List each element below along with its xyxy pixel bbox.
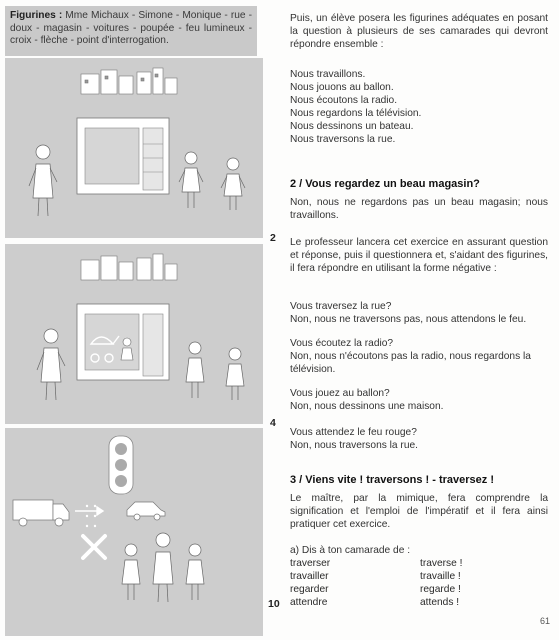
cross-icon [83,536,105,558]
imperative: traverse ! [420,558,463,569]
list-item: Nous dessinons un bateau. [290,121,414,132]
page-number: 61 [540,616,551,626]
list-item: Nous écoutons la radio. [290,95,398,106]
qa-block [290,387,548,413]
margin-number-4: 4 [270,417,276,429]
qa-block [290,426,548,452]
margin-number-2: 2 [270,232,276,244]
truck-icon [13,500,69,526]
qa-block [290,337,548,376]
crosswalk-dots-icon [86,505,96,527]
list-item: Nous regardons la télévision. [290,108,422,119]
section-2-answer: Non, nous ne regardons pas un beau magasin; nous travaillons. [290,197,548,221]
infinitive: regarder [290,584,329,595]
houses-icon [81,254,177,280]
figurines-box [5,6,257,56]
doll-icon [121,338,133,360]
houses-icon [81,68,177,94]
section-2-instructions: Le professeur lancera cet exercice en assurant question et réponse, puis il questionnera et, s'aidant des figurines, il fera répondre en utilisant la forme négative : [290,237,548,274]
qa-answer: Non, nous n'écoutons pas la radio, nous regardons la télévision. [290,351,531,375]
illustration-panel-shop [5,58,263,238]
street-scene-illustration [5,428,263,636]
illustration-panel-toyshop [5,244,263,424]
infinitive: travailler [290,571,329,582]
woman-figure-icon [37,329,65,400]
qa-question: Vous écoutez la radio? [290,338,394,349]
list-item: Nous jouons au ballon. [290,82,394,93]
woman-figure-icon [29,145,57,216]
imperative: attends ! [420,597,460,608]
arrow-icon [75,507,103,515]
girl-figure-icon [122,544,140,600]
section-3-title: 3 / Viens vite ! traversons ! - traversez ! [290,474,494,486]
qa-question: Vous jouez au ballon? [290,388,390,399]
section-3-sub: a) Dis à ton camarade de : [290,545,411,556]
girl-figure-icon [226,348,244,400]
car-icon [127,502,165,520]
shop-scene-illustration [5,58,263,238]
intro-paragraph: Puis, un élève posera les figurines adéquates en posant la question à plusieurs de ses camarades qui devront répondre ensemble : [290,13,548,50]
answer-list-1 [290,68,548,146]
woman-figure-icon [153,533,173,602]
list-item: Nous travaillons. [290,69,366,80]
illustration-panel-street [5,428,263,636]
section-3-instructions: Le maître, par la mimique, fera comprendre la signification et l'emploi de l'impératif et il fera ainsi pratiquer cet exercice. [290,493,548,530]
toyshop-scene-illustration [5,244,263,424]
girl-figure-icon [179,152,203,208]
list-item: Nous traversons la rue. [290,134,396,145]
qa-answer: Non, nous ne traversons pas, nous attendons le feu. [290,314,527,325]
qa-answer: Non, nous dessinons une maison. [290,401,444,412]
qa-block [290,300,548,326]
girl-figure-icon [186,342,204,398]
imperative: travaille ! [420,571,461,582]
girl-figure-icon [186,544,204,600]
infinitive: traverser [290,558,331,569]
girl-figure-icon [221,158,245,210]
infinitive: attendre [290,597,328,608]
figurines-text: Mme Michaux - Simone - Monique - rue - doux - magasin - voitures - poupée - feu lumineux - croix - flèche - point d'interrogation. [10,10,252,46]
imperative: regarde ! [420,584,461,595]
margin-number-10: 10 [268,598,280,610]
qa-question: Vous traversez la rue? [290,301,392,312]
figurines-title: Figurines : [10,10,63,21]
section-2-title: 2 / Vous regardez un beau magasin? [290,178,480,190]
shop-icon [77,118,169,194]
qa-answer: Non, nous traversons la rue. [290,440,418,451]
traffic-light-icon [109,436,133,494]
qa-question: Vous attendez le feu rouge? [290,427,417,438]
